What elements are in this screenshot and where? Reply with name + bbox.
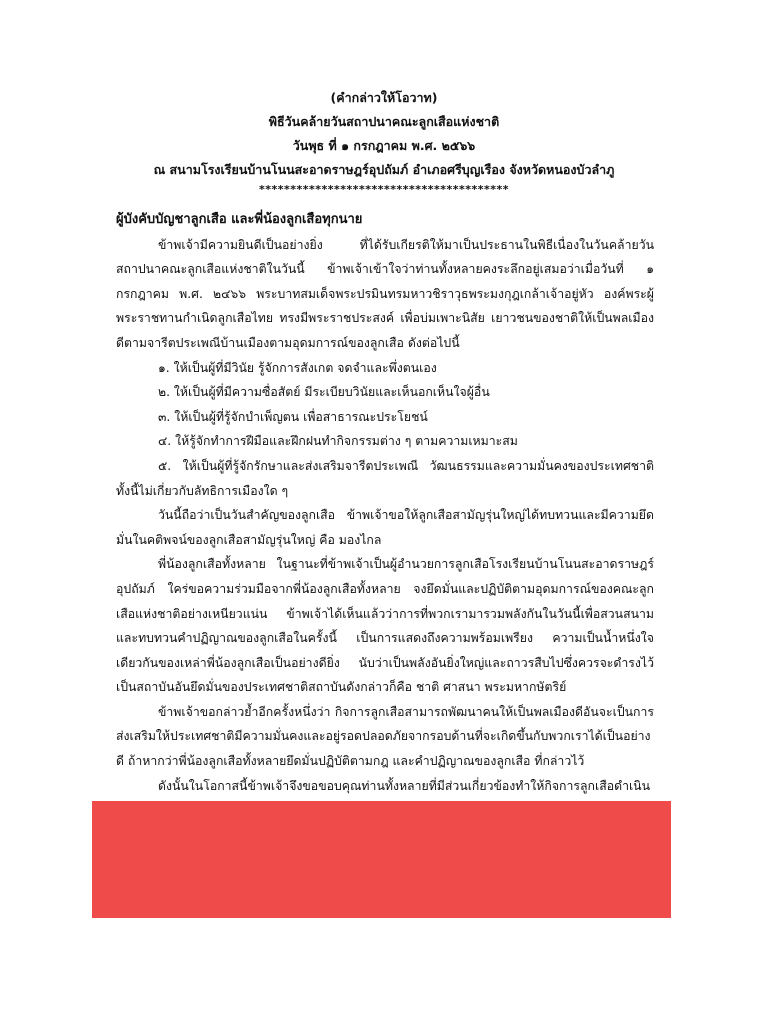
salutation: ผู้บังคับบัญชาลูกเสือ และพี่น้องลูกเสือทุกนาย [116,212,363,227]
thanks-paragraph: ดังนั้นในโอกาสนี้ข้าพเจ้าจึงขอขอบคุณท่านทั้งหลายที่มีส่วนเกี่ยวข้องทำให้กิจการลูกเสือดำเนิน [158,778,650,793]
list-item: ๓. ให้เป็นผู้ที่รู้จักบำเพ็ญตน เพื่อสาธารณะประโยชน์ [158,409,428,424]
list-item: ๕. ให้เป็นผู้ที่รู้จักรักษาและส่งเสริมจารีตประเพณี วัฒนธรรมและความมั่นคงของประเทศชาติ ทั้งนี้ไม่เกี่ยวกับลัทธิการเมืองใด ๆ [116,458,654,498]
speech-body [116,208,654,847]
header-separator: **************************************** [258,183,510,196]
intro-paragraph: ข้าพเจ้ามีความยินดีเป็นอย่างยิ่ง ที่ได้รับเกียรติให้มาเป็นประธานในพิธีเนื่องในวันคล้ายวันสถาปนาคณะลูกเสือแห่งชาติในวันนี้ ข้าพเจ้าเข้าใจว่าท่านทั้งหลายคงระลึกอยู่เสมอว่าเมื่อวันที่ ๑ กรกฎาคม พ.ศ. ๒๔๖๖ พระบาทสมเด็จพระปรมินทรมหาวชิราวุธพระมงกุฎเกล้าเจ้าอยู่หัว องค์พระผู้พระราชทานกำเนิดลูกเสือไทย ทรงมีพระราชประสงค์ เพื่อบ่มเพาะนิสัย เยาวชนของชาติให้เป็นพลเมืองดีตามจารีตประเพณีบ้านเมืองตามอุดมการณ์ของลูกเสือ ดังต่อไปนี้ [116,237,654,350]
ceremony-date: วันพุธ ที่ ๑ กรกฎาคม พ.ศ. ๒๕๖๖ [292,138,476,153]
list-item: ๔. ให้รู้จักทำการฝีมือและฝึกฝนทำกิจกรรมต่าง ๆ ตามความเหมาะสม [158,434,518,449]
cooperation-paragraph: พี่น้องลูกเสือทั้งหลาย ในฐานะที่ข้าพเจ้าเป็นผู้อำนวยการลูกเสือโรงเรียนบ้านโนนสะอาดราษฎร์อุปถัมภ์ ใคร่ขอความร่วมมือจากพี่น้องลูกเสือทั้งหลาย จงยึดมั่นและปฏิบัติตามอุดมการณ์ของคณะลูกเสือแห่งชาติอย่างเหนียวแน่น ข้าพเจ้าได้เห็นแล้วว่าการที่พวกเรามารวมพลังกันในวันนี้เพื่อสวนสนามและทบทวนคำปฏิญาณของลูกเสือในครั้งนี้ เป็นการแสดงถึงความพร้อมเพรียง ความเป็นน้ำหนึ่งใจเดียวกันของเหล่าพี่น้องลูกเสือเป็นอย่างดียิ่ง นับว่าเป็นพลังอันยิ่งใหญ่และถาวรสืบไปซึ่งควรจะดำรงไว้เป็นสถาบันอันยึดมั่นของประเทศชาติสถาบันดังกล่าวก็คือ ชาติ ศาสนา พระมหากษัตริย์ [116,557,654,695]
list-item: ๒. ให้เป็นผู้ที่มีความซื่อสัตย์ มีระเบียบวินัยและเห็นอกเห็นใจผู้อื่น [158,385,490,400]
scout-motto-paragraph: วันนี้ถือว่าเป็นวันสำคัญของลูกเสือ ข้าพเจ้าขอให้ลูกเสือสามัญรุ่นใหญ่ได้ทบทวนและมีความยึดมั่นในคติพจน์ของลูกเสือสามัญรุ่นใหญ่ คือ มองไกล [116,508,654,547]
speech-type-title: (คำกล่าวให้โอวาท) [330,90,438,105]
redaction-block [92,801,671,918]
reiteration-paragraph: ข้าพเจ้าขอกล่าวย้ำอีกครั้งหนึ่งว่า กิจการลูกเสือสามารถพัฒนาคนให้เป็นพลเมืองดีอันจะเป็นการส่งเสริมให้ประเทศชาติมีความมั่นคงและอยู่รอดปลอดภัยจากรอบด้านที่จะเกิดขึ้นกับพวกเราได้เป็นอย่างดี ถ้าหากว่าพี่น้องลูกเสือทั้งหลายยึดมั่นปฏิบัติตามกฎ และคำปฏิญาณของลูกเสือ ที่กล่าวไว้ [116,704,654,769]
ceremony-venue: ณ สนามโรงเรียนบ้านโนนสะอาดราษฎร์อุปถัมภ์ อำเภอศรีบุญเรือง จังหวัดหนองบัวลำภู [153,162,615,177]
document-header [0,86,768,198]
ceremony-name: พิธีวันคล้ายวันสถาปนาคณะลูกเสือแห่งชาติ [268,114,500,129]
list-item: ๑. ให้เป็นผู้ที่มีวินัย รู้จักการสังเกต จดจำและพึ่งตนเอง [158,360,437,375]
